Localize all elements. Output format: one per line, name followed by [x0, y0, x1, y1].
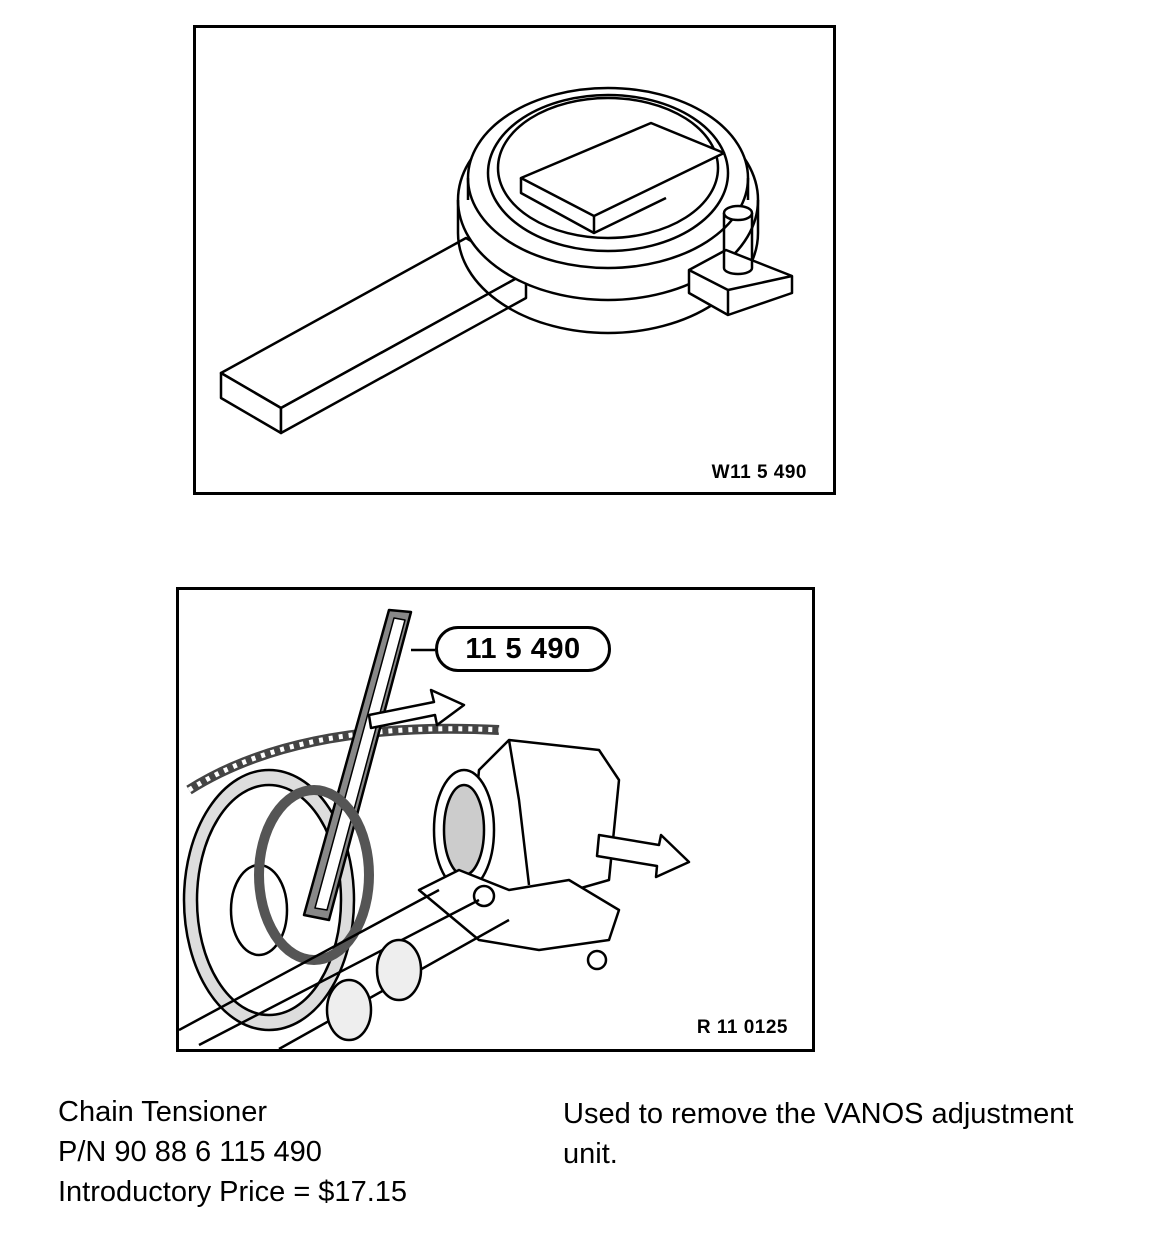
tool-info	[58, 1092, 407, 1212]
description-line-2: unit.	[563, 1138, 618, 1170]
tool-drawing	[196, 28, 833, 492]
tool-price: Introductory Price = $17.15	[58, 1176, 408, 1208]
figure-code: R 11 0125	[696, 1017, 788, 1038]
part-number: P/N 90 88 6 115 490	[58, 1136, 322, 1168]
installation-illustration-frame	[176, 587, 815, 1052]
tool-description	[563, 1094, 1163, 1174]
figure-code: W11 5 490	[711, 462, 807, 483]
description-line-1: Used to remove the VANOS adjustment	[563, 1098, 1074, 1130]
tool-number-callout: 11 5 490	[435, 626, 611, 672]
tool-illustration-frame	[193, 25, 836, 495]
tool-name: Chain Tensioner	[58, 1096, 268, 1128]
